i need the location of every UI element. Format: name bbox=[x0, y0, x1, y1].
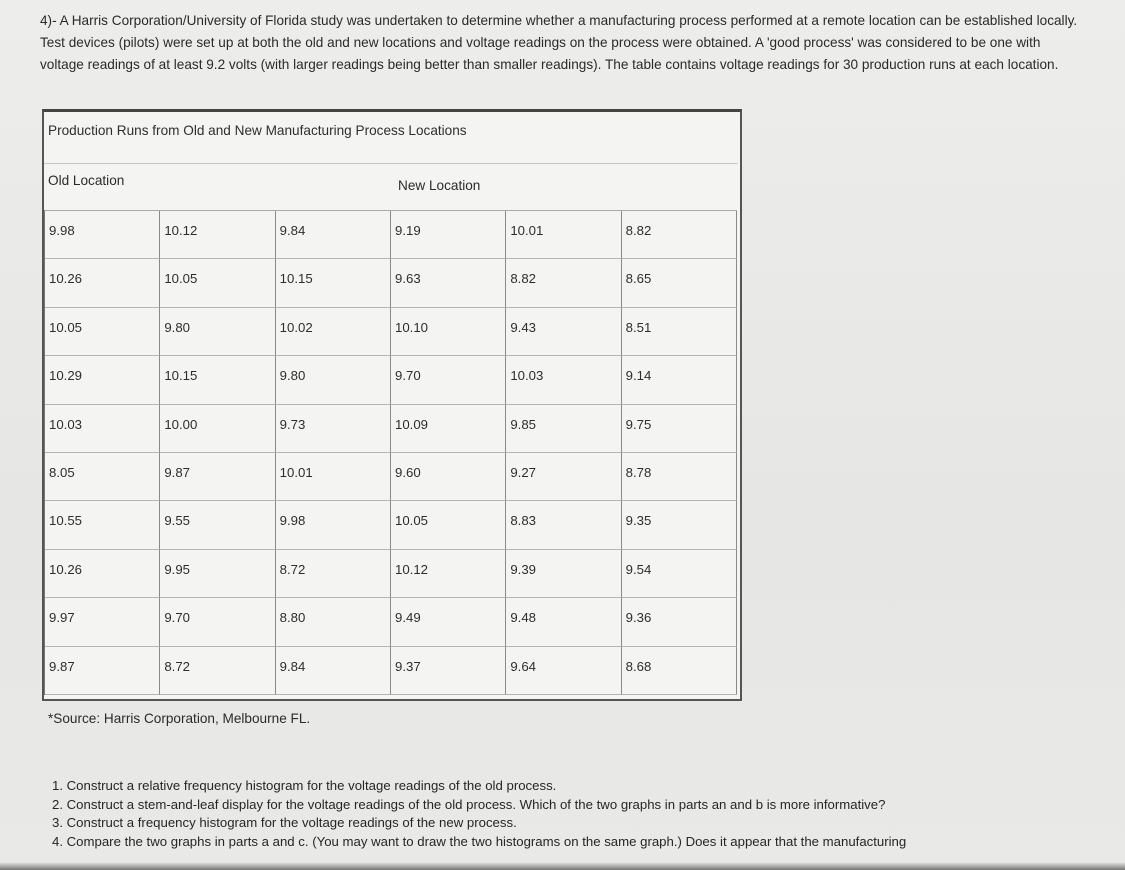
new-location-cell: 9.49 bbox=[391, 598, 506, 646]
header-new-location: New Location bbox=[398, 178, 481, 193]
question-item: 2. Construct a stem-and-leaf display for the voltage readings of the old process. Which of the two graphs in parts an and b is more informative? bbox=[52, 796, 886, 812]
new-location-cell: 9.70 bbox=[391, 356, 506, 404]
new-location-cell: 10.09 bbox=[391, 405, 506, 453]
new-location-cell: 8.68 bbox=[622, 647, 737, 695]
old-location-cell: 10.29 bbox=[45, 356, 160, 404]
old-location-cell: 9.84 bbox=[276, 211, 391, 259]
old-location-cell: 9.70 bbox=[160, 598, 275, 646]
new-location-cell: 9.36 bbox=[622, 598, 737, 646]
old-location-cell: 9.73 bbox=[276, 405, 391, 453]
old-location-cell: 10.03 bbox=[45, 405, 160, 453]
old-location-cell: 10.55 bbox=[45, 501, 160, 549]
old-location-cell: 10.12 bbox=[160, 211, 275, 259]
old-location-cell: 10.05 bbox=[45, 308, 160, 356]
new-location-cell: 9.60 bbox=[391, 453, 506, 501]
new-location-cell: 9.35 bbox=[622, 501, 737, 549]
old-location-cell: 10.01 bbox=[276, 453, 391, 501]
new-location-cell: 9.63 bbox=[391, 259, 506, 307]
header-old-location: Old Location bbox=[48, 173, 125, 188]
new-location-cell: 8.65 bbox=[622, 259, 737, 307]
old-location-cell: 9.87 bbox=[160, 453, 275, 501]
old-location-cell: 10.00 bbox=[160, 405, 275, 453]
old-location-cell: 9.95 bbox=[160, 550, 275, 598]
new-location-cell: 8.51 bbox=[622, 308, 737, 356]
old-location-cell: 9.87 bbox=[45, 647, 160, 695]
new-location-cell: 9.54 bbox=[622, 550, 737, 598]
new-location-cell: 8.82 bbox=[622, 211, 737, 259]
old-location-cell: 8.80 bbox=[276, 598, 391, 646]
new-location-cell: 8.83 bbox=[506, 501, 621, 549]
new-location-cell: 8.78 bbox=[622, 453, 737, 501]
table-source: *Source: Harris Corporation, Melbourne FL. bbox=[48, 711, 311, 726]
question-item: 1. Construct a relative frequency histogram for the voltage readings of the old process. bbox=[52, 778, 557, 793]
old-location-cell: 9.80 bbox=[276, 356, 391, 404]
old-location-cell: 9.84 bbox=[276, 647, 391, 695]
table-caption: Production Runs from Old and New Manufacturing Process Locations bbox=[48, 123, 467, 138]
bottom-edge-shadow bbox=[0, 862, 1125, 870]
new-location-cell: 8.82 bbox=[506, 259, 621, 307]
old-location-cell: 9.97 bbox=[45, 598, 160, 646]
new-location-cell: 10.12 bbox=[391, 550, 506, 598]
old-location-cell: 9.98 bbox=[276, 501, 391, 549]
old-location-cell: 10.15 bbox=[276, 259, 391, 307]
new-location-cell: 9.19 bbox=[391, 211, 506, 259]
new-location-cell: 9.27 bbox=[506, 453, 621, 501]
new-location-cell: 10.05 bbox=[391, 501, 506, 549]
old-location-cell: 8.72 bbox=[276, 550, 391, 598]
problem-intro: 4)- A Harris Corporation/University of Florida study was undertaken to determine whether a manufacturing process performed at a remote location can be established locally. Test devices (pilots) were set up at both the old and new locations and voltage readings on the process were obtained. A 'good process' was considered to be one with voltage readings of at least 9.2 volts (with larger readings being better than smaller readings). The table contains voltage readings for 30 production runs at each location. bbox=[40, 13, 1078, 72]
old-location-cell: 10.15 bbox=[160, 356, 275, 404]
new-location-cell: 9.64 bbox=[506, 647, 621, 695]
old-location-cell: 9.55 bbox=[160, 501, 275, 549]
old-location-cell: 8.72 bbox=[160, 647, 275, 695]
voltage-table bbox=[44, 210, 737, 695]
new-location-cell: 10.01 bbox=[506, 211, 621, 259]
new-location-cell: 9.43 bbox=[506, 308, 621, 356]
old-location-cell: 8.05 bbox=[45, 453, 160, 501]
new-location-cell: 9.39 bbox=[506, 550, 621, 598]
old-location-cell: 10.26 bbox=[45, 259, 160, 307]
question-item: 3. Construct a frequency histogram for the voltage readings of the new process. bbox=[52, 815, 517, 830]
new-location-cell: 9.14 bbox=[622, 356, 737, 404]
question-list bbox=[52, 777, 906, 851]
new-location-cell: 9.85 bbox=[506, 405, 621, 453]
new-location-cell: 9.37 bbox=[391, 647, 506, 695]
old-location-cell: 9.80 bbox=[160, 308, 275, 356]
old-location-cell: 9.98 bbox=[45, 211, 160, 259]
new-location-cell: 9.75 bbox=[622, 405, 737, 453]
caption-divider bbox=[44, 163, 738, 164]
new-location-cell: 10.10 bbox=[391, 308, 506, 356]
old-location-cell: 10.26 bbox=[45, 550, 160, 598]
new-location-cell: 9.48 bbox=[506, 598, 621, 646]
old-location-cell: 10.02 bbox=[276, 308, 391, 356]
question-item: 4. Compare the two graphs in parts a and c. (You may want to draw the two histograms on the same graph.) Does it appear that the manufacturing bbox=[52, 833, 907, 849]
new-location-cell: 10.03 bbox=[506, 356, 621, 404]
old-location-cell: 10.05 bbox=[160, 259, 275, 307]
